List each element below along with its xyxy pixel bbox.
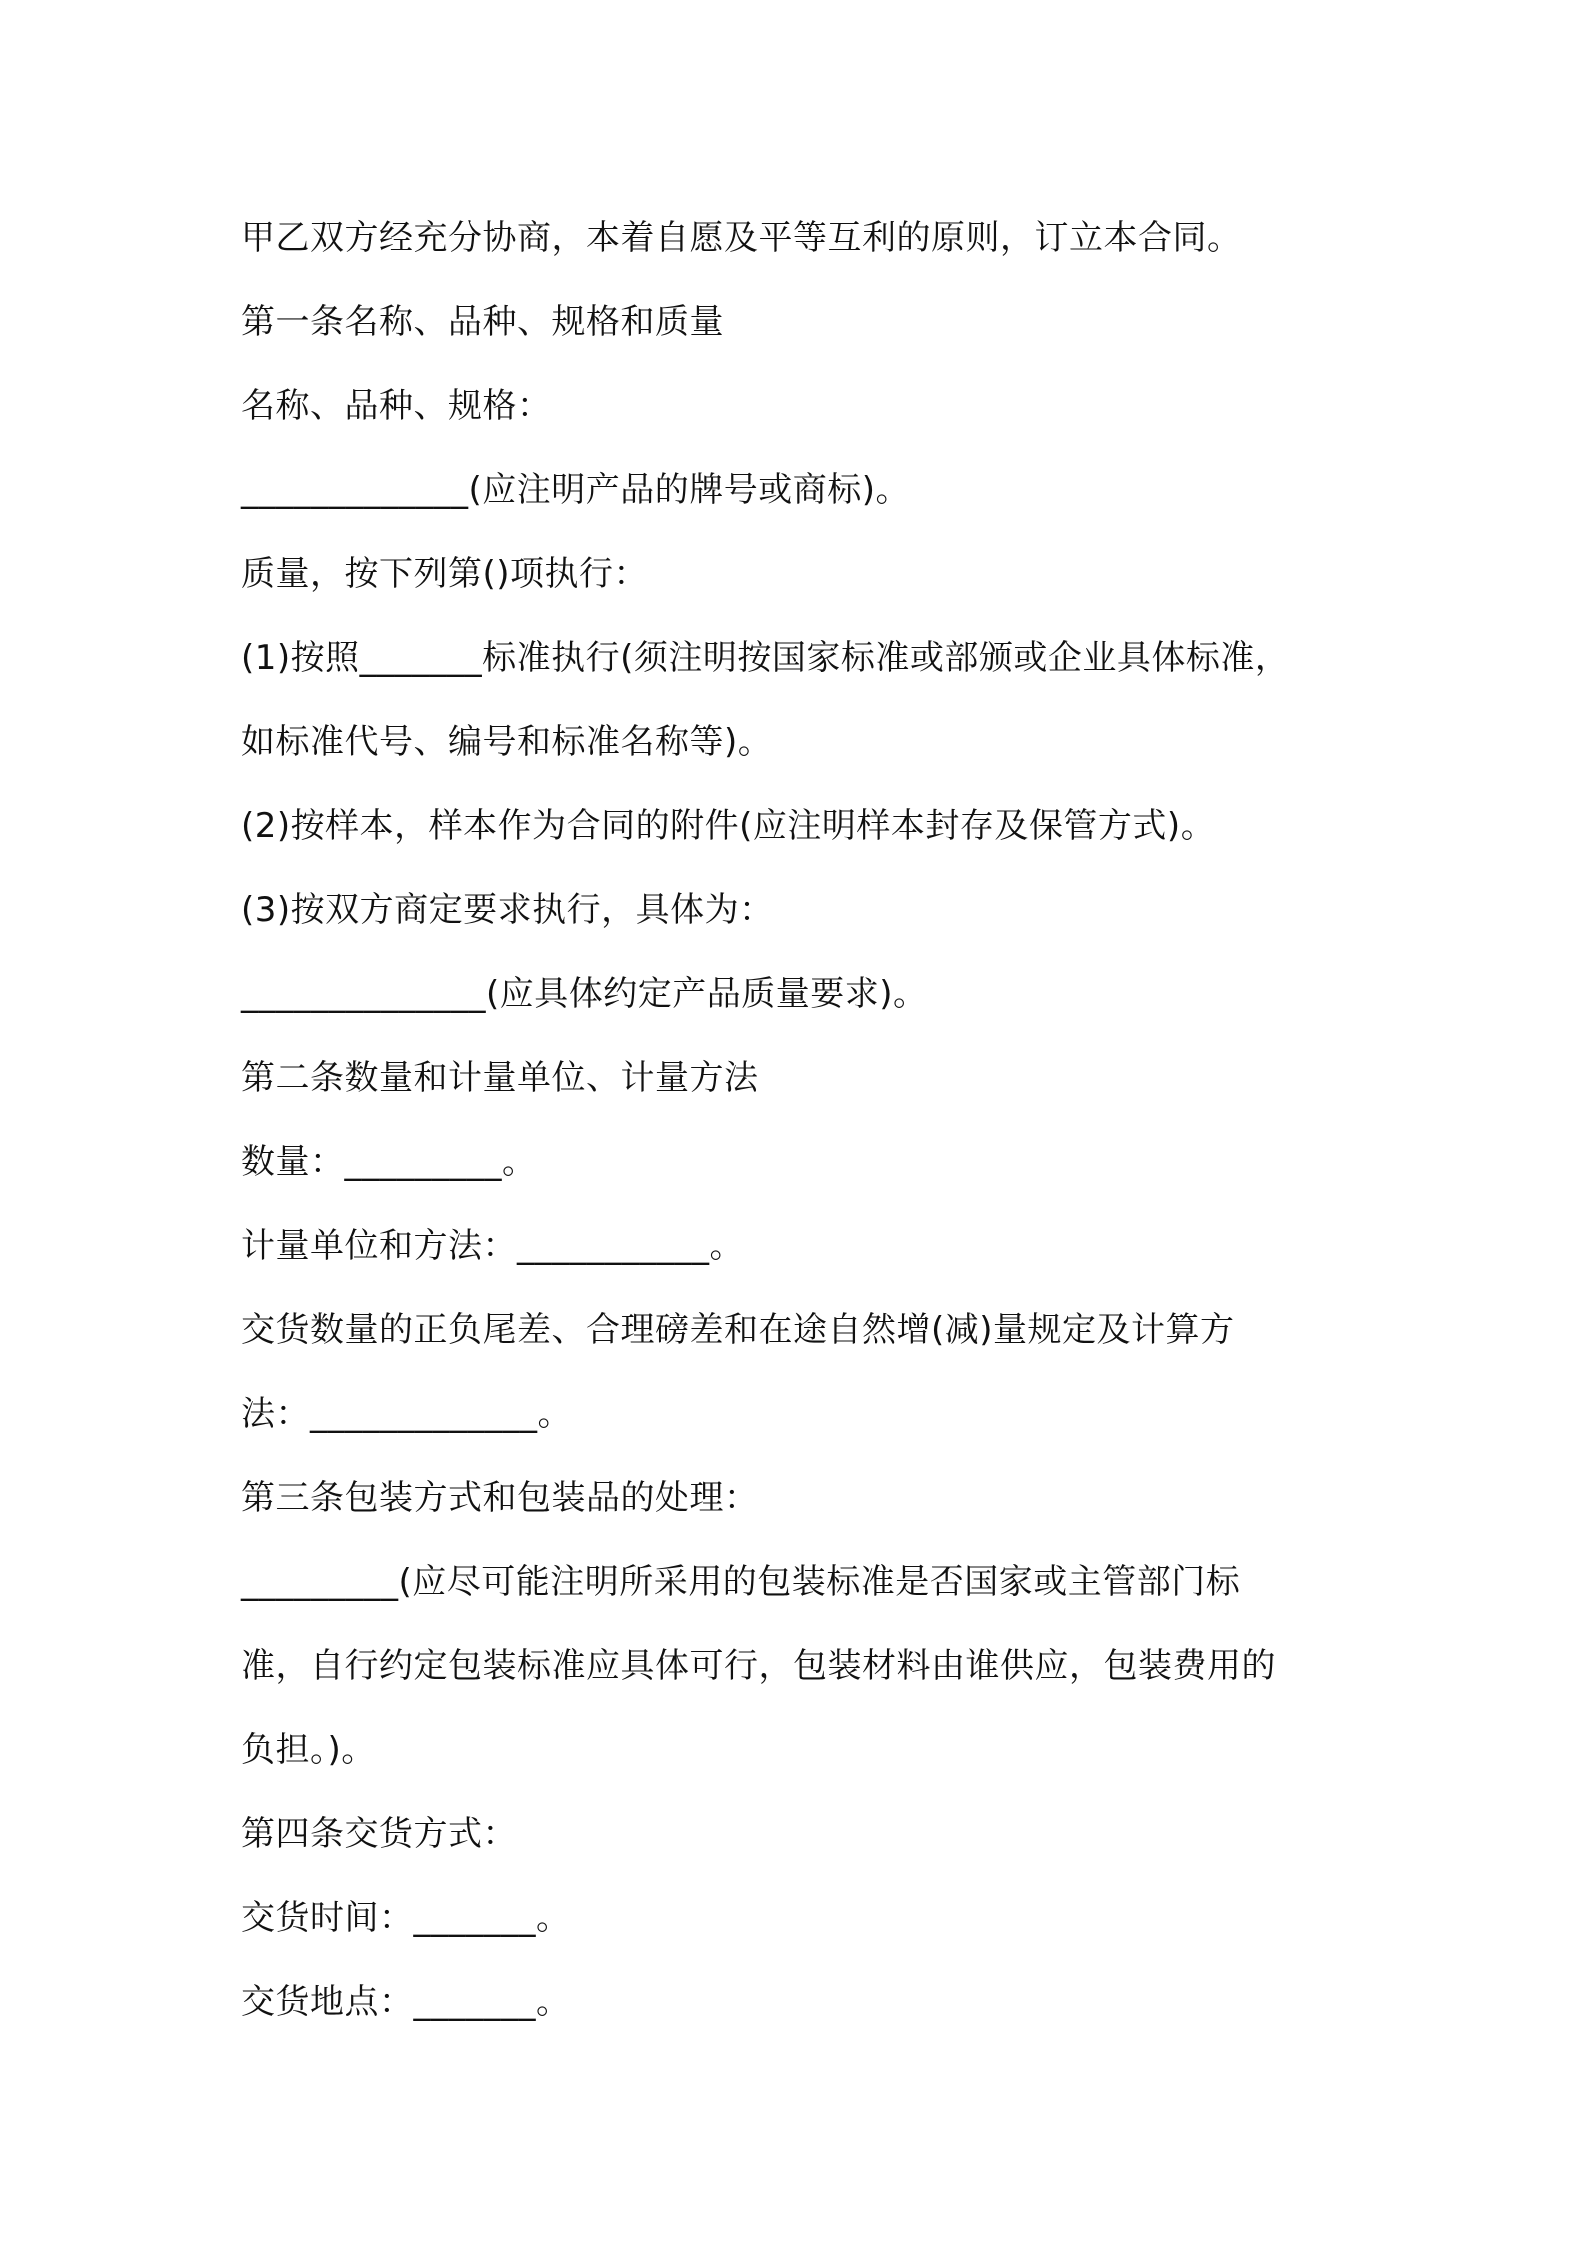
article-1-name-blank: _____________(应注明产品的牌号或商标)。 xyxy=(241,470,911,510)
quantity-field: 数量：_________。 xyxy=(241,1142,537,1182)
intro-paragraph: 甲乙双方经充分协商，本着自愿及平等互利的原则，订立本合同。 xyxy=(241,218,1242,258)
unit-method-field: 计量单位和方法：___________。 xyxy=(241,1226,744,1266)
article-1-quality-label: 质量，按下列第()项执行： xyxy=(241,554,649,594)
packaging-paragraph-end: 负担。)。 xyxy=(241,1730,376,1770)
packaging-paragraph-continued: 准，自行约定包装标准应具体可行，包装材料由谁供应，包装费用的 xyxy=(241,1646,1276,1686)
quality-option-1: (1)按照_______标准执行(须注明按国家标准或部颁或企业具体标准， xyxy=(241,638,1290,678)
packaging-paragraph: _________(应尽可能注明所采用的包装标准是否国家或主管部门标 xyxy=(241,1562,1241,1602)
quality-option-3: (3)按双方商定要求执行，具体为： xyxy=(241,890,774,930)
article-4-heading: 第四条交货方式： xyxy=(241,1814,517,1854)
article-2-heading: 第二条数量和计量单位、计量方法 xyxy=(241,1058,759,1098)
tolerance-paragraph-continued: 法：_____________。 xyxy=(241,1394,572,1434)
quality-option-2: (2)按样本，样本作为合同的附件(应注明样本封存及保管方式)。 xyxy=(241,806,1216,846)
article-3-heading: 第三条包装方式和包装品的处理： xyxy=(241,1478,759,1518)
delivery-place-field: 交货地点：_______。 xyxy=(241,1982,571,2022)
quality-option-1-continued: 如标准代号、编号和标准名称等)。 xyxy=(241,722,773,762)
document-body xyxy=(241,196,1371,2044)
article-1-name-label: 名称、品种、规格： xyxy=(241,386,552,426)
article-1-heading: 第一条名称、品种、规格和质量 xyxy=(241,302,724,342)
quality-option-3-blank: ______________(应具体约定产品质量要求)。 xyxy=(241,974,928,1014)
tolerance-paragraph: 交货数量的正负尾差、合理磅差和在途自然增(减)量规定及计算方 xyxy=(241,1310,1235,1350)
delivery-time-field: 交货时间：_______。 xyxy=(241,1898,571,1938)
